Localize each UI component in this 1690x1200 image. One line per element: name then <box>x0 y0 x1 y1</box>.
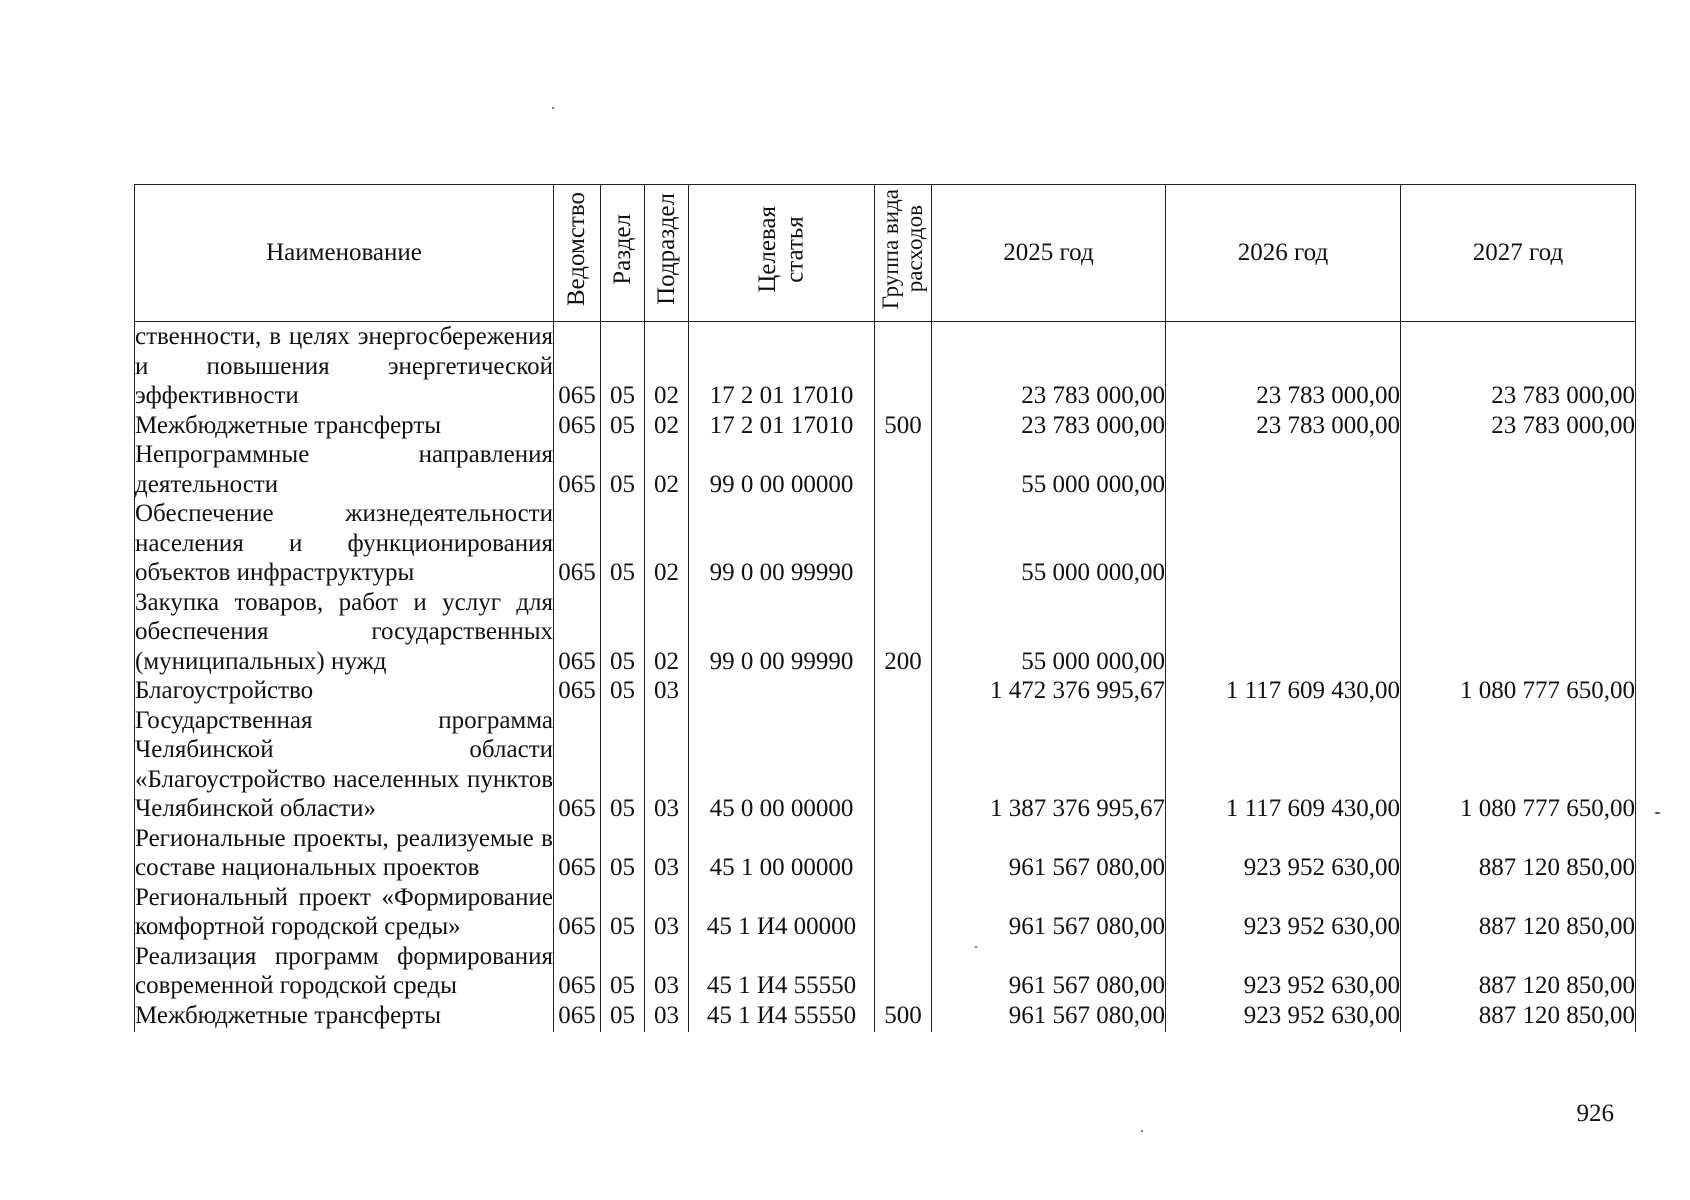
row-expense-group: 500 <box>875 411 932 441</box>
row-subsection: 03 <box>645 942 689 1001</box>
row-target-item <box>689 676 875 706</box>
row-department: 065 <box>554 942 601 1001</box>
budget-table <box>134 184 1636 1032</box>
row-subsection: 02 <box>645 588 689 677</box>
row-amount-2026: 923 952 630,00 <box>1166 1001 1401 1033</box>
row-subsection: 03 <box>645 676 689 706</box>
row-name: Межбюджетные трансферты <box>135 411 554 441</box>
row-department: 065 <box>554 676 601 706</box>
row-name: Региональный проект «Формирование комфортной городской среды» <box>135 883 553 940</box>
row-target-item: 45 1 И4 55550 <box>689 942 875 1001</box>
row-amount-2027: 23 783 000,00 <box>1401 322 1636 411</box>
scan-speck <box>1655 812 1660 814</box>
row-subsection: 03 <box>645 883 689 942</box>
row-amount-2026: 923 952 630,00 <box>1166 942 1401 1001</box>
row-amount-2026: 1 117 609 430,00 <box>1166 706 1401 824</box>
row-amount-2026: 1 117 609 430,00 <box>1166 676 1401 706</box>
row-name: Благоустройство <box>135 676 554 706</box>
row-subsection: 02 <box>645 322 689 411</box>
row-name: Межбюджетные трансферты <box>135 1001 554 1033</box>
row-target-item: 99 0 00 99990 <box>689 588 875 677</box>
row-target-item: 45 1 И4 55550 <box>689 1001 875 1033</box>
header-section: Раздел <box>601 185 645 322</box>
scan-speck <box>552 107 554 109</box>
row-section: 05 <box>601 588 645 677</box>
row-name: Государственная программа Челябинской области «Благоустройство населенных пунктов Челябинской области» <box>135 706 553 822</box>
row-expense-group: 500 <box>875 1001 932 1033</box>
scan-speck <box>1141 1130 1143 1132</box>
row-amount-2027 <box>1401 588 1636 677</box>
row-amount-2026 <box>1166 499 1401 588</box>
page-number: 926 <box>1576 1100 1614 1127</box>
row-amount-2026: 923 952 630,00 <box>1166 883 1401 942</box>
header-year-2027: 2027 год <box>1401 185 1636 322</box>
row-amount-2025: 55 000 000,00 <box>932 588 1166 677</box>
header-department: Ведомство <box>554 185 601 322</box>
row-expense-group: 200 <box>875 588 932 677</box>
row-section: 05 <box>601 942 645 1001</box>
header-target-item: Целевая статья <box>689 185 875 322</box>
row-target-item: 99 0 00 00000 <box>689 440 875 499</box>
row-amount-2025: 55 000 000,00 <box>932 499 1166 588</box>
row-target-item: 17 2 01 17010 <box>689 322 875 411</box>
row-target-item: 17 2 01 17010 <box>689 411 875 441</box>
row-amount-2027 <box>1401 499 1636 588</box>
table-row <box>135 706 1636 824</box>
row-expense-group <box>875 322 932 411</box>
row-name: Региональные проекты, реализуемые в составе национальных проектов <box>135 824 553 881</box>
table-row <box>135 322 1636 411</box>
row-expense-group <box>875 499 932 588</box>
row-amount-2025: 961 567 080,00 <box>932 824 1166 883</box>
row-expense-group <box>875 883 932 942</box>
header-year-2025: 2025 год <box>932 185 1166 322</box>
row-amount-2025: 961 567 080,00 <box>932 942 1166 1001</box>
row-amount-2027: 887 120 850,00 <box>1401 1001 1636 1033</box>
row-section: 05 <box>601 411 645 441</box>
table-header-row <box>135 185 1636 322</box>
table-row <box>135 499 1636 588</box>
row-amount-2026: 23 783 000,00 <box>1166 322 1401 411</box>
table-row <box>135 883 1636 942</box>
row-name: ственности, в целях энергосбережения и повышения энергетической эффективности <box>135 323 553 409</box>
row-department: 065 <box>554 411 601 441</box>
row-section: 05 <box>601 322 645 411</box>
row-section: 05 <box>601 499 645 588</box>
row-amount-2026 <box>1166 440 1401 499</box>
row-subsection: 02 <box>645 440 689 499</box>
row-department: 065 <box>554 824 601 883</box>
row-expense-group <box>875 676 932 706</box>
row-amount-2027: 1 080 777 650,00 <box>1401 706 1636 824</box>
row-expense-group <box>875 440 932 499</box>
row-name: Непрограммные направления деятельности <box>135 441 553 498</box>
scan-speck <box>975 946 977 948</box>
row-amount-2025: 23 783 000,00 <box>932 322 1166 411</box>
row-subsection: 03 <box>645 1001 689 1033</box>
row-amount-2026: 23 783 000,00 <box>1166 411 1401 441</box>
row-department: 065 <box>554 499 601 588</box>
row-department: 065 <box>554 440 601 499</box>
header-subsection: Подраздел <box>645 185 689 322</box>
row-department: 065 <box>554 1001 601 1033</box>
row-expense-group <box>875 942 932 1001</box>
row-department: 065 <box>554 588 601 677</box>
row-section: 05 <box>601 706 645 824</box>
row-amount-2025: 55 000 000,00 <box>932 440 1166 499</box>
row-amount-2025: 1 472 376 995,67 <box>932 676 1166 706</box>
row-expense-group <box>875 706 932 824</box>
row-amount-2027: 23 783 000,00 <box>1401 411 1636 441</box>
row-department: 065 <box>554 883 601 942</box>
row-amount-2026 <box>1166 588 1401 677</box>
row-amount-2027 <box>1401 440 1636 499</box>
row-target-item: 45 0 00 00000 <box>689 706 875 824</box>
row-amount-2026: 923 952 630,00 <box>1166 824 1401 883</box>
row-section: 05 <box>601 883 645 942</box>
row-department: 065 <box>554 322 601 411</box>
header-expense-group: Группа вида расходов <box>875 185 932 322</box>
row-amount-2025: 23 783 000,00 <box>932 411 1166 441</box>
row-amount-2025: 961 567 080,00 <box>932 1001 1166 1033</box>
row-amount-2027: 887 120 850,00 <box>1401 824 1636 883</box>
row-section: 05 <box>601 824 645 883</box>
row-target-item: 99 0 00 99990 <box>689 499 875 588</box>
row-amount-2027: 887 120 850,00 <box>1401 942 1636 1001</box>
row-name: Обеспечение жизнедеятельности населения и функционирования объектов инфраструктуры <box>135 500 553 586</box>
row-target-item: 45 1 И4 00000 <box>689 883 875 942</box>
table-row <box>135 588 1636 677</box>
row-name: Закупка товаров, работ и услуг для обеспечения государственных (муниципальных) нужд <box>135 588 553 675</box>
table-row <box>135 1001 1636 1033</box>
header-name: Наименование <box>135 185 554 322</box>
table-row <box>135 676 1636 706</box>
row-amount-2027: 887 120 850,00 <box>1401 883 1636 942</box>
header-year-2026: 2026 год <box>1166 185 1401 322</box>
row-section: 05 <box>601 1001 645 1033</box>
row-subsection: 03 <box>645 824 689 883</box>
row-subsection: 02 <box>645 499 689 588</box>
table-row <box>135 824 1636 883</box>
row-target-item: 45 1 00 00000 <box>689 824 875 883</box>
row-section: 05 <box>601 440 645 499</box>
row-expense-group <box>875 824 932 883</box>
table-row <box>135 411 1636 441</box>
table-row <box>135 942 1636 1001</box>
row-subsection: 03 <box>645 706 689 824</box>
table-body <box>135 322 1636 1033</box>
row-amount-2027: 1 080 777 650,00 <box>1401 676 1636 706</box>
table-row <box>135 440 1636 499</box>
row-subsection: 02 <box>645 411 689 441</box>
row-department: 065 <box>554 706 601 824</box>
row-amount-2025: 961 567 080,00 <box>932 883 1166 942</box>
row-section: 05 <box>601 676 645 706</box>
row-name: Реализация программ формирования современной городской среды <box>135 942 553 999</box>
row-amount-2025: 1 387 376 995,67 <box>932 706 1166 824</box>
